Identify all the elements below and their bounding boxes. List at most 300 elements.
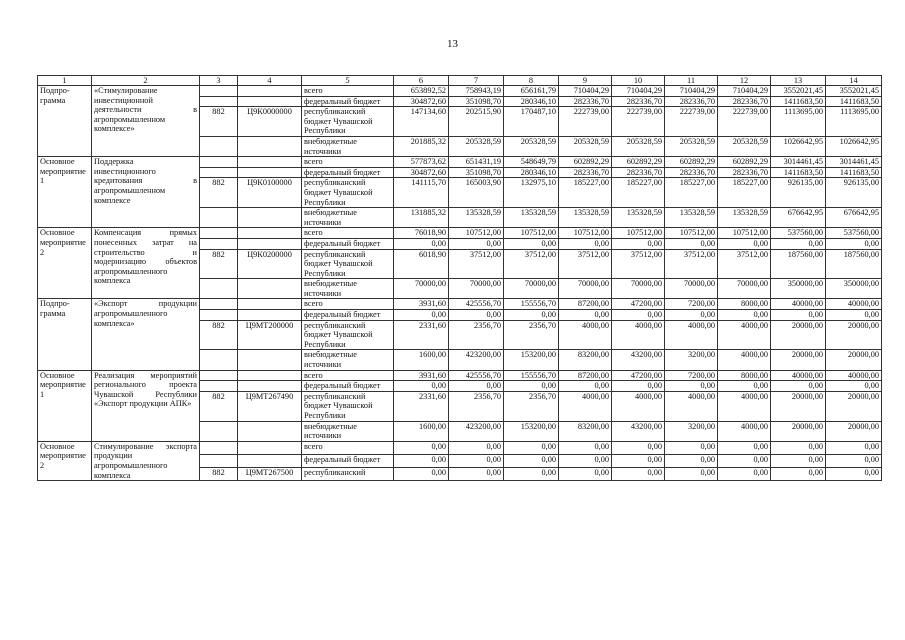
budget-class-code-cell [238, 86, 302, 97]
value-cell: 0,00 [504, 441, 559, 454]
value-cell: 1026642,95 [771, 136, 826, 156]
funding-source-cell: внебюджетные источники [302, 421, 394, 441]
budget-class-code-cell [238, 96, 302, 107]
admin-code-cell [200, 86, 238, 97]
value-cell: 4000,00 [718, 421, 771, 441]
value-cell: 153200,00 [504, 350, 559, 370]
page-number: 13 [447, 38, 458, 50]
value-cell: 0,00 [449, 441, 504, 454]
budget-class-code-cell: Ц9МТ267500 [238, 468, 302, 481]
value-cell: 4000,00 [559, 320, 612, 350]
value-cell: 70000,00 [449, 279, 504, 299]
value-cell: 0,00 [826, 310, 882, 321]
column-header-8: 8 [504, 76, 559, 86]
value-cell: 87200,00 [559, 370, 612, 381]
value-cell: 4000,00 [718, 320, 771, 350]
value-cell: 602892,29 [718, 157, 771, 168]
value-cell: 83200,00 [559, 350, 612, 370]
value-cell: 710404,29 [665, 86, 718, 97]
value-cell: 0,00 [718, 310, 771, 321]
value-cell: 2331,60 [394, 391, 449, 421]
value-cell: 135328,59 [612, 208, 665, 228]
admin-code-cell [200, 381, 238, 392]
value-cell: 282336,70 [559, 96, 612, 107]
value-cell: 0,00 [718, 381, 771, 392]
admin-code-cell [200, 208, 238, 228]
value-cell: 40000,00 [771, 299, 826, 310]
value-cell: 4000,00 [559, 391, 612, 421]
value-cell: 282336,70 [559, 167, 612, 178]
column-header-10: 10 [612, 76, 665, 86]
value-cell: 0,00 [449, 454, 504, 467]
value-cell: 0,00 [826, 468, 882, 481]
value-cell: 70000,00 [394, 279, 449, 299]
budget-table [37, 75, 882, 481]
value-cell: 350000,00 [771, 279, 826, 299]
value-cell: 1411683,50 [826, 167, 882, 178]
value-cell: 602892,29 [559, 157, 612, 168]
funding-source-cell: внебюджетные источники [302, 208, 394, 228]
budget-class-code-cell [238, 370, 302, 381]
value-cell: 20000,00 [771, 421, 826, 441]
value-cell: 70000,00 [559, 279, 612, 299]
value-cell: 350000,00 [826, 279, 882, 299]
value-cell: 304872,60 [394, 167, 449, 178]
funding-source-cell: внебюджетные источники [302, 279, 394, 299]
value-cell: 0,00 [559, 381, 612, 392]
table-row [38, 86, 882, 97]
column-header-13: 13 [771, 76, 826, 86]
funding-source-cell: всего [302, 86, 394, 97]
value-cell: 676642,95 [771, 208, 826, 228]
value-cell: 0,00 [718, 468, 771, 481]
value-cell: 43200,00 [612, 421, 665, 441]
value-cell: 153200,00 [504, 421, 559, 441]
admin-code-cell [200, 370, 238, 381]
value-cell: 656161,79 [504, 86, 559, 97]
value-cell: 170487,10 [504, 107, 559, 137]
value-cell: 37512,00 [612, 249, 665, 279]
value-cell: 1600,00 [394, 350, 449, 370]
value-cell: 107512,00 [612, 228, 665, 239]
value-cell: 0,00 [394, 454, 449, 467]
value-cell: 135328,59 [449, 208, 504, 228]
value-cell: 185227,00 [612, 178, 665, 208]
budget-class-code-cell [238, 310, 302, 321]
value-cell: 222739,00 [612, 107, 665, 137]
value-cell: 205328,59 [449, 136, 504, 156]
program-name-cell: Поддержка инвестиционного кредитования в агропромышленном комплексе [92, 157, 200, 228]
funding-source-cell: федеральный бюджет [302, 454, 394, 467]
value-cell: 0,00 [826, 454, 882, 467]
value-cell: 70000,00 [665, 279, 718, 299]
value-cell: 304872,60 [394, 96, 449, 107]
value-cell: 135328,59 [718, 208, 771, 228]
funding-source-cell: всего [302, 228, 394, 239]
admin-code-cell: 882 [200, 391, 238, 421]
value-cell: 926135,00 [771, 178, 826, 208]
value-cell: 0,00 [665, 381, 718, 392]
value-cell: 147134,60 [394, 107, 449, 137]
value-cell: 282336,70 [612, 167, 665, 178]
column-header-9: 9 [559, 76, 612, 86]
value-cell: 425556,70 [449, 370, 504, 381]
value-cell: 187560,00 [826, 249, 882, 279]
value-cell: 165003,90 [449, 178, 504, 208]
value-cell: 37512,00 [559, 249, 612, 279]
value-cell: 0,00 [504, 381, 559, 392]
value-cell: 107512,00 [665, 228, 718, 239]
value-cell: 3014461,45 [826, 157, 882, 168]
program-name-cell: «Экспорт продукции агропромышленного комплекса» [92, 299, 200, 370]
value-cell: 0,00 [612, 468, 665, 481]
admin-code-cell: 882 [200, 107, 238, 137]
value-cell: 20000,00 [826, 391, 882, 421]
table-row [38, 228, 882, 239]
value-cell: 577873,62 [394, 157, 449, 168]
value-cell: 3552021,45 [771, 86, 826, 97]
value-cell: 155556,70 [504, 370, 559, 381]
value-cell: 0,00 [665, 468, 718, 481]
value-cell: 3931,60 [394, 299, 449, 310]
value-cell: 0,00 [612, 454, 665, 467]
value-cell: 0,00 [665, 310, 718, 321]
table-body [38, 86, 882, 481]
budget-class-code-cell: Ц9МТ200000 [238, 320, 302, 350]
value-cell: 2356,70 [504, 320, 559, 350]
value-cell: 602892,29 [665, 157, 718, 168]
value-cell: 40000,00 [826, 370, 882, 381]
value-cell: 135328,59 [559, 208, 612, 228]
value-cell: 4000,00 [718, 350, 771, 370]
admin-code-cell [200, 96, 238, 107]
value-cell: 4000,00 [718, 391, 771, 421]
budget-class-code-cell: Ц9К0100000 [238, 178, 302, 208]
funding-source-cell: федеральный бюджет [302, 310, 394, 321]
program-type-cell: Основное мероприятие 1 [38, 370, 92, 441]
value-cell: 425556,70 [449, 299, 504, 310]
value-cell: 0,00 [665, 454, 718, 467]
funding-source-cell: федеральный бюджет [302, 238, 394, 249]
value-cell: 280346,10 [504, 96, 559, 107]
funding-source-cell: внебюджетные источники [302, 350, 394, 370]
budget-class-code-cell [238, 454, 302, 467]
table-row [38, 370, 882, 381]
admin-code-cell: 882 [200, 468, 238, 481]
value-cell: 2356,70 [504, 391, 559, 421]
admin-code-cell: 882 [200, 178, 238, 208]
value-cell: 20000,00 [826, 320, 882, 350]
budget-class-code-cell [238, 208, 302, 228]
funding-source-cell: всего [302, 157, 394, 168]
value-cell: 676642,95 [826, 208, 882, 228]
column-header-12: 12 [718, 76, 771, 86]
value-cell: 0,00 [718, 238, 771, 249]
value-cell: 2356,70 [449, 391, 504, 421]
admin-code-cell: 882 [200, 320, 238, 350]
value-cell: 537560,00 [771, 228, 826, 239]
value-cell: 548649,79 [504, 157, 559, 168]
funding-source-cell: республиканский бюджет Чувашской Республики [302, 178, 394, 208]
value-cell: 0,00 [449, 468, 504, 481]
admin-code-cell [200, 228, 238, 239]
table-row [38, 299, 882, 310]
table-row [38, 157, 882, 168]
value-cell: 0,00 [504, 468, 559, 481]
value-cell: 47200,00 [612, 299, 665, 310]
value-cell: 202515,90 [449, 107, 504, 137]
value-cell: 107512,00 [559, 228, 612, 239]
value-cell: 0,00 [394, 238, 449, 249]
value-cell: 37512,00 [718, 249, 771, 279]
value-cell: 87200,00 [559, 299, 612, 310]
value-cell: 37512,00 [665, 249, 718, 279]
value-cell: 280346,10 [504, 167, 559, 178]
value-cell: 205328,59 [504, 136, 559, 156]
table-header [38, 76, 882, 86]
funding-source-cell: федеральный бюджет [302, 381, 394, 392]
value-cell: 4000,00 [665, 320, 718, 350]
budget-class-code-cell [238, 228, 302, 239]
program-name-cell: Стимулирование экспорта продукции агропромышленного комплекса [92, 441, 200, 480]
value-cell: 0,00 [771, 238, 826, 249]
value-cell: 8000,00 [718, 370, 771, 381]
value-cell: 3200,00 [665, 421, 718, 441]
value-cell: 20000,00 [771, 350, 826, 370]
value-cell: 141115,70 [394, 178, 449, 208]
budget-class-code-cell [238, 238, 302, 249]
budget-class-code-cell [238, 136, 302, 156]
admin-code-cell [200, 157, 238, 168]
value-cell: 0,00 [394, 441, 449, 454]
program-name-cell: Компенсация прямых понесенных затрат на строительство и модернизацию объектов агропромышленного комплекса [92, 228, 200, 299]
admin-code-cell [200, 350, 238, 370]
column-header-6: 6 [394, 76, 449, 86]
budget-class-code-cell [238, 167, 302, 178]
funding-source-cell: федеральный бюджет [302, 96, 394, 107]
admin-code-cell [200, 454, 238, 467]
value-cell: 0,00 [718, 454, 771, 467]
value-cell: 0,00 [612, 441, 665, 454]
program-type-cell: Основное мероприятие 2 [38, 441, 92, 480]
value-cell: 3931,60 [394, 370, 449, 381]
program-name-cell: Реализация мероприятий регионального проекта Чувашской Республики «Экспорт продукции АПК» [92, 370, 200, 441]
value-cell: 537560,00 [826, 228, 882, 239]
value-cell: 1113695,00 [826, 107, 882, 137]
value-cell: 8000,00 [718, 299, 771, 310]
value-cell: 758943,19 [449, 86, 504, 97]
program-type-cell: Основное мероприятие 2 [38, 228, 92, 299]
value-cell: 70000,00 [612, 279, 665, 299]
value-cell: 0,00 [504, 310, 559, 321]
value-cell: 43200,00 [612, 350, 665, 370]
admin-code-cell [200, 136, 238, 156]
value-cell: 0,00 [449, 381, 504, 392]
value-cell: 222739,00 [559, 107, 612, 137]
value-cell: 0,00 [771, 310, 826, 321]
admin-code-cell: 882 [200, 249, 238, 279]
column-header-14: 14 [826, 76, 882, 86]
funding-source-cell: федеральный бюджет [302, 167, 394, 178]
value-cell: 185227,00 [718, 178, 771, 208]
value-cell: 201885,32 [394, 136, 449, 156]
column-header-4: 4 [238, 76, 302, 86]
budget-class-code-cell [238, 350, 302, 370]
funding-source-cell: республиканский бюджет Чувашской Республики [302, 320, 394, 350]
budget-class-code-cell [238, 299, 302, 310]
funding-source-cell: всего [302, 441, 394, 454]
value-cell: 0,00 [394, 468, 449, 481]
value-cell: 351098,70 [449, 96, 504, 107]
value-cell: 0,00 [394, 381, 449, 392]
value-cell: 2356,70 [449, 320, 504, 350]
program-type-cell: Подпро-грамма [38, 86, 92, 157]
admin-code-cell [200, 167, 238, 178]
program-name-cell: «Стимулирование инвестиционной деятельности в агропромышленном комплексе» [92, 86, 200, 157]
value-cell: 37512,00 [504, 249, 559, 279]
header-row [38, 76, 882, 86]
value-cell: 0,00 [718, 441, 771, 454]
value-cell: 205328,59 [559, 136, 612, 156]
value-cell: 282336,70 [665, 167, 718, 178]
value-cell: 222739,00 [718, 107, 771, 137]
budget-class-code-cell: Ц9МТ267490 [238, 391, 302, 421]
value-cell: 282336,70 [612, 96, 665, 107]
value-cell: 83200,00 [559, 421, 612, 441]
value-cell: 0,00 [612, 381, 665, 392]
value-cell: 710404,29 [612, 86, 665, 97]
value-cell: 351098,70 [449, 167, 504, 178]
value-cell: 0,00 [394, 310, 449, 321]
admin-code-cell [200, 421, 238, 441]
value-cell: 0,00 [826, 238, 882, 249]
value-cell: 3200,00 [665, 350, 718, 370]
budget-class-code-cell [238, 421, 302, 441]
budget-class-code-cell [238, 381, 302, 392]
value-cell: 76018,90 [394, 228, 449, 239]
budget-class-code-cell [238, 157, 302, 168]
value-cell: 1411683,50 [771, 167, 826, 178]
value-cell: 131885,32 [394, 208, 449, 228]
admin-code-cell [200, 310, 238, 321]
value-cell: 107512,00 [718, 228, 771, 239]
value-cell: 4000,00 [612, 320, 665, 350]
column-header-5: 5 [302, 76, 394, 86]
value-cell: 1411683,50 [826, 96, 882, 107]
value-cell: 0,00 [771, 468, 826, 481]
value-cell: 0,00 [826, 441, 882, 454]
value-cell: 0,00 [665, 238, 718, 249]
value-cell: 70000,00 [504, 279, 559, 299]
value-cell: 0,00 [826, 381, 882, 392]
value-cell: 1113695,00 [771, 107, 826, 137]
value-cell: 135328,59 [504, 208, 559, 228]
value-cell: 0,00 [449, 310, 504, 321]
value-cell: 3014461,45 [771, 157, 826, 168]
value-cell: 20000,00 [826, 350, 882, 370]
value-cell: 187560,00 [771, 249, 826, 279]
value-cell: 1411683,50 [771, 96, 826, 107]
value-cell: 205328,59 [665, 136, 718, 156]
value-cell: 0,00 [559, 441, 612, 454]
funding-source-cell: республиканский [302, 468, 394, 481]
value-cell: 0,00 [559, 238, 612, 249]
value-cell: 282336,70 [718, 96, 771, 107]
funding-source-cell: внебюджетные источники [302, 136, 394, 156]
value-cell: 135328,59 [665, 208, 718, 228]
value-cell: 47200,00 [612, 370, 665, 381]
value-cell: 0,00 [504, 454, 559, 467]
funding-source-cell: всего [302, 299, 394, 310]
value-cell: 4000,00 [665, 391, 718, 421]
program-type-cell: Подпро-грамма [38, 299, 92, 370]
value-cell: 0,00 [559, 468, 612, 481]
budget-class-code-cell: Ц9К0000000 [238, 107, 302, 137]
column-header-11: 11 [665, 76, 718, 86]
value-cell: 282336,70 [718, 167, 771, 178]
value-cell: 37512,00 [449, 249, 504, 279]
value-cell: 0,00 [771, 441, 826, 454]
value-cell: 0,00 [612, 238, 665, 249]
value-cell: 0,00 [612, 310, 665, 321]
value-cell: 0,00 [771, 454, 826, 467]
value-cell: 3552021,45 [826, 86, 882, 97]
value-cell: 107512,00 [449, 228, 504, 239]
value-cell: 2331,60 [394, 320, 449, 350]
value-cell: 70000,00 [718, 279, 771, 299]
value-cell: 0,00 [665, 441, 718, 454]
value-cell: 423200,00 [449, 350, 504, 370]
budget-class-code-cell [238, 441, 302, 454]
value-cell: 20000,00 [771, 391, 826, 421]
value-cell: 653892,52 [394, 86, 449, 97]
value-cell: 222739,00 [665, 107, 718, 137]
value-cell: 40000,00 [826, 299, 882, 310]
program-type-cell: Основное мероприятие 1 [38, 157, 92, 228]
budget-class-code-cell [238, 279, 302, 299]
value-cell: 205328,59 [718, 136, 771, 156]
value-cell: 40000,00 [771, 370, 826, 381]
column-header-2: 2 [92, 76, 200, 86]
table-row [38, 441, 882, 454]
value-cell: 132975,10 [504, 178, 559, 208]
funding-source-cell: республиканский бюджет Чувашской Республики [302, 391, 394, 421]
column-header-3: 3 [200, 76, 238, 86]
value-cell: 6018,90 [394, 249, 449, 279]
admin-code-cell [200, 279, 238, 299]
value-cell: 0,00 [771, 381, 826, 392]
budget-class-code-cell: Ц9К0200000 [238, 249, 302, 279]
value-cell: 1600,00 [394, 421, 449, 441]
value-cell: 0,00 [559, 310, 612, 321]
value-cell: 0,00 [559, 454, 612, 467]
admin-code-cell [200, 299, 238, 310]
value-cell: 4000,00 [612, 391, 665, 421]
funding-source-cell: республиканский бюджет Чувашской Республики [302, 107, 394, 137]
value-cell: 710404,29 [559, 86, 612, 97]
value-cell: 602892,29 [612, 157, 665, 168]
value-cell: 185227,00 [559, 178, 612, 208]
value-cell: 423200,00 [449, 421, 504, 441]
value-cell: 7200,00 [665, 299, 718, 310]
value-cell: 20000,00 [771, 320, 826, 350]
value-cell: 107512,00 [504, 228, 559, 239]
value-cell: 0,00 [449, 238, 504, 249]
value-cell: 1026642,95 [826, 136, 882, 156]
admin-code-cell [200, 238, 238, 249]
value-cell: 651431,19 [449, 157, 504, 168]
value-cell: 282336,70 [665, 96, 718, 107]
